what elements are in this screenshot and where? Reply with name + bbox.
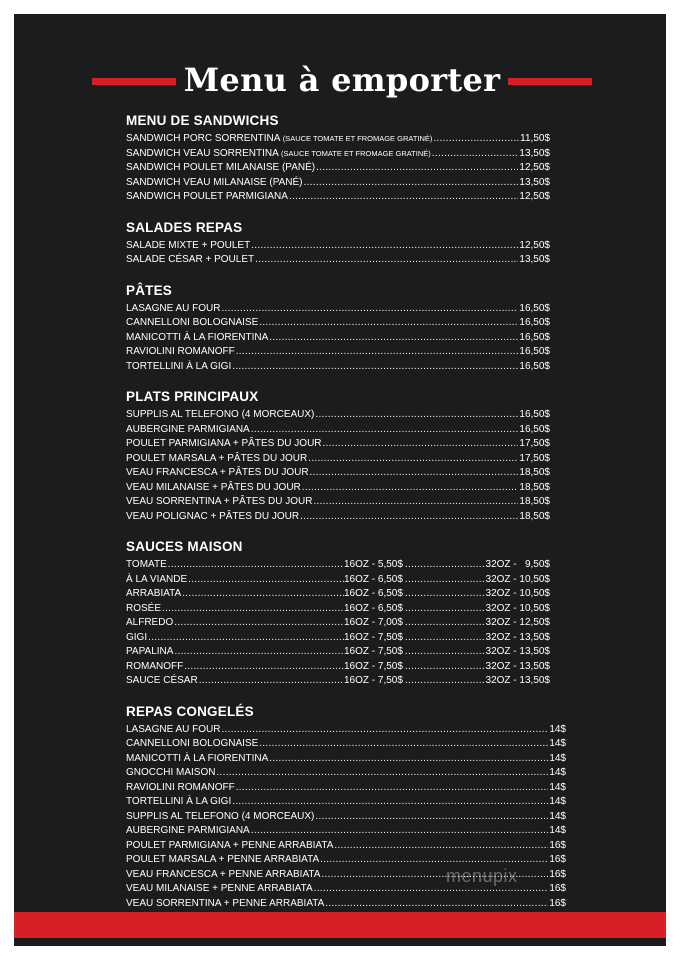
section-salades (126, 219, 550, 268)
item-name-text: VEAU SORRENTINA + PÂTES DU JOUR (126, 496, 313, 507)
sauce-item (126, 558, 550, 573)
dot-leader (405, 631, 484, 646)
item-name (126, 316, 258, 331)
item-name (126, 360, 231, 375)
menu-item (126, 147, 550, 162)
price-16oz: 16OZ - 6,50$ (344, 602, 403, 614)
dot-leader (199, 674, 344, 689)
item-name-text: LASAGNE AU FOUR (126, 723, 221, 735)
item-name: ALFREDO (126, 617, 174, 628)
dot-leader (182, 587, 344, 602)
dot-leader (259, 316, 518, 331)
dot-leader (232, 795, 548, 810)
item-price: 14$ (549, 781, 566, 793)
item-name (126, 723, 220, 738)
item-name (126, 510, 299, 525)
sauce-name-cell (126, 602, 344, 617)
item-price: 18,50$ (519, 481, 550, 493)
menu-item (126, 408, 550, 423)
section-sandwichs (126, 112, 550, 205)
item-name (126, 466, 309, 481)
item-name: TOMATE (126, 559, 167, 570)
menu-item (126, 824, 566, 839)
dot-leader (433, 132, 519, 147)
menu-item (126, 316, 550, 331)
menu-item (126, 161, 550, 176)
item-name-text: TORTELLINI À LA GIGI (126, 360, 232, 372)
menu-page (14, 14, 666, 946)
item-price: 16$ (549, 839, 566, 851)
item-name-text: RAVIOLINI ROMANOFF (126, 346, 235, 357)
item-price: 16,50$ (519, 317, 550, 328)
sauce-price-cell (344, 631, 550, 646)
section-heading: SALADES REPAS (126, 219, 243, 235)
item-name-text: GNOCCHI MAISON (126, 767, 216, 778)
item-price: 12,50$ (519, 162, 550, 173)
dot-leader (405, 660, 484, 675)
item-price: 16$ (549, 883, 566, 894)
menu-item (126, 795, 566, 810)
item-name (126, 853, 319, 868)
item-price: 18,50$ (519, 496, 550, 507)
section-heading: MENU DE SANDWICHS (126, 113, 279, 128)
price-16oz: 16OZ - 7,50$ (344, 646, 403, 657)
dot-leader (325, 897, 548, 912)
sauce-name-cell (126, 587, 344, 602)
menu-item (126, 481, 550, 496)
price-32oz: 32OZ - 10,50$ (485, 602, 550, 614)
sauce-price-cell (344, 660, 550, 675)
dot-leader (251, 824, 549, 839)
dot-leader (315, 810, 548, 825)
menu-item (126, 452, 550, 467)
item-name (126, 810, 314, 825)
menu-item (126, 190, 550, 205)
menu-item (126, 239, 550, 254)
section-heading: REPAS CONGELÉS (126, 703, 254, 719)
sauce-price-cell (344, 602, 550, 617)
item-price: 16$ (549, 868, 566, 880)
item-list (126, 302, 550, 375)
dot-leader (221, 302, 518, 317)
dot-leader (300, 510, 518, 525)
price-32oz: 32OZ - 13,50$ (485, 631, 550, 643)
item-name-text: POULET MARSALA + PENNE ARRABIATA (126, 854, 320, 865)
dot-leader (432, 147, 519, 162)
dot-leader (232, 360, 518, 375)
sauce-price-cell (344, 616, 550, 631)
watermark: menupix (446, 866, 518, 886)
item-price: 16,50$ (519, 302, 550, 314)
price-16oz: 16OZ - 5,50$ (344, 559, 403, 570)
item-name-text: VEAU SORRENTINA + PENNE ARRABIATA (126, 897, 325, 909)
item-price: 16,50$ (519, 409, 550, 420)
sauce-name-cell (126, 631, 344, 646)
item-name-text: VEAU MILANAISE + PÂTES DU JOUR (126, 481, 301, 493)
item-name (126, 239, 250, 254)
item-list (126, 408, 550, 524)
item-name (126, 190, 288, 205)
item-name (126, 176, 303, 191)
item-price: 11,50$ (520, 133, 550, 144)
price-32oz: 32OZ - 13,50$ (485, 660, 550, 672)
sauce-item (126, 573, 550, 588)
menu-item (126, 766, 566, 781)
item-name-text: CANNELLONI BOLOGNAISE (126, 317, 259, 328)
item-price: 14$ (549, 767, 566, 778)
item-name (126, 331, 268, 346)
item-name: ARRABIATA (126, 588, 182, 599)
item-name (126, 795, 231, 810)
item-list (126, 239, 550, 268)
sauce-item (126, 616, 550, 631)
item-price: 16$ (549, 854, 566, 865)
item-price: 16,50$ (519, 360, 550, 372)
item-list (126, 558, 550, 689)
dot-leader (148, 631, 344, 646)
item-price: 17,50$ (519, 438, 550, 449)
menu-item (126, 132, 550, 147)
section-heading: SAUCES MAISON (126, 539, 243, 554)
sauce-name-cell (126, 645, 344, 660)
item-name (126, 766, 215, 781)
item-name-text: SUPPLIS AL TELEFONO (4 MORCEAUX) (126, 409, 315, 420)
dot-leader (174, 645, 344, 660)
item-name (126, 345, 235, 360)
item-name (126, 839, 333, 854)
sauce-name-cell (126, 660, 344, 675)
dot-leader (216, 766, 548, 781)
item-name-text: SUPPLIS AL TELEFONO (4 MORCEAUX) (126, 810, 315, 822)
item-name-text: VEAU FRANCESCA + PENNE ARRABIATA (126, 868, 321, 880)
item-name-text: SANDWICH VEAU MILANAISE (PANÉ) (126, 176, 303, 188)
bottom-bar (14, 912, 666, 938)
price-16oz: 16OZ - 7,00$ (344, 617, 403, 628)
item-price: 16,50$ (519, 346, 550, 357)
dot-leader (310, 466, 519, 481)
item-name (126, 824, 250, 839)
item-price: 14$ (549, 723, 566, 735)
item-name-text: POULET MARSALA + PÂTES DU JOUR (126, 452, 308, 464)
item-name-text: MANICOTTI À LA FIORENTINA (126, 752, 269, 764)
menu-item (126, 810, 566, 825)
menu-item (126, 752, 566, 767)
item-name-text: POULET PARMIGIANA + PÂTES DU JOUR (126, 438, 322, 449)
item-name (126, 253, 254, 268)
item-name-text: MANICOTTI À LA FIORENTINA (126, 331, 269, 343)
item-name (126, 408, 314, 423)
dot-leader (236, 781, 549, 796)
menu-item (126, 737, 566, 752)
item-name (126, 868, 320, 883)
dot-leader (313, 495, 518, 510)
dot-leader (289, 190, 519, 205)
item-price: 13,50$ (519, 254, 550, 265)
sauce-item (126, 645, 550, 660)
title-row (14, 58, 666, 102)
menu-item (126, 253, 550, 268)
item-price: 12,50$ (519, 191, 550, 202)
dot-leader (269, 331, 518, 346)
item-price: 13,50$ (519, 176, 550, 188)
dot-leader (259, 737, 548, 752)
item-name-text: SANDWICH POULET MILANAISE (PANÉ) (126, 162, 316, 173)
item-name: À LA VIANDE (126, 573, 188, 585)
dot-leader (323, 437, 519, 452)
title-rule-left (92, 78, 176, 85)
dot-leader (315, 408, 518, 423)
menu-item (126, 466, 550, 481)
item-name-text: RAVIOLINI ROMANOFF (126, 781, 235, 793)
item-price: 14$ (549, 825, 566, 836)
dot-leader (255, 253, 518, 268)
item-name: SAUCE CÉSAR (126, 675, 198, 686)
item-name (126, 132, 432, 147)
sauce-price-cell (344, 645, 550, 660)
item-price: 13,50$ (519, 147, 550, 159)
sauce-item (126, 660, 550, 675)
dot-leader (269, 752, 548, 767)
item-price: 14$ (549, 738, 566, 749)
item-price: 16,50$ (519, 331, 550, 343)
dot-leader (405, 587, 484, 602)
item-name-text: SANDWICH VEAU SORRENTINA (126, 147, 279, 159)
section-sauces (126, 538, 550, 689)
menu-item (126, 302, 550, 317)
menu-item (126, 723, 566, 738)
menu-item (126, 423, 550, 438)
price-32oz: 32OZ - 10,50$ (485, 573, 550, 585)
item-name-text: AUBERGINE PARMIGIANA (126, 825, 250, 836)
price-32oz: 32OZ - 12,50$ (485, 617, 550, 628)
item-name-text: SALADE MIXTE + POULET (126, 239, 251, 251)
item-note: (SAUCE TOMATE ET FROMAGE GRATINÉ) (282, 134, 433, 143)
dot-leader (308, 452, 518, 467)
section-heading: PÂTES (126, 282, 173, 298)
item-name (126, 423, 250, 438)
item-name (126, 781, 235, 796)
dot-leader (236, 345, 519, 360)
item-price: 16,50$ (519, 423, 550, 435)
menu-item (126, 345, 550, 360)
item-price: 17,50$ (519, 452, 550, 464)
sauce-item (126, 602, 550, 617)
sauce-price-cell (344, 558, 550, 573)
item-name-text: VEAU MILANAISE + PENNE ARRABIATA (126, 883, 313, 894)
item-name-text: CANNELLONI BOLOGNAISE (126, 738, 259, 749)
sauce-name-cell (126, 616, 344, 631)
item-name (126, 437, 322, 452)
price-32oz: 32OZ - 13,50$ (485, 675, 550, 686)
item-price: 18,50$ (519, 510, 550, 522)
item-name: ROSÉE (126, 602, 162, 614)
dot-leader (251, 423, 519, 438)
price-16oz: 16OZ - 7,50$ (344, 675, 403, 686)
item-name: GIGI (126, 631, 148, 643)
section-heading: PLATS PRINCIPAUX (126, 389, 259, 404)
page-title: Menu à emporter (183, 61, 501, 99)
price-32oz: 32OZ - 10,50$ (485, 588, 550, 599)
dot-leader (221, 723, 548, 738)
item-name (126, 302, 220, 317)
item-name-text: SANDWICH POULET PARMIGIANA (126, 191, 288, 202)
price-32oz: 32OZ - 9,50$ (485, 559, 550, 570)
sauce-name-cell (126, 674, 344, 689)
dot-leader (162, 602, 344, 617)
menu-item (126, 360, 550, 375)
dot-leader (334, 839, 548, 854)
menu-item (126, 437, 550, 452)
section-plats (126, 388, 550, 524)
price-16oz: 16OZ - 7,50$ (344, 660, 403, 672)
sauce-item (126, 631, 550, 646)
sauce-name-cell (126, 573, 344, 588)
menu-item (126, 331, 550, 346)
item-name-text: SALADE CÉSAR + POULET (126, 254, 255, 265)
menu-item (126, 510, 550, 525)
item-price: 14$ (549, 796, 566, 807)
dot-leader (405, 573, 484, 588)
item-list (126, 132, 550, 205)
menu-item (126, 897, 566, 912)
item-name-text: VEAU POLIGNAC + PÂTES DU JOUR (126, 510, 300, 522)
dot-leader (316, 161, 518, 176)
dot-leader (168, 558, 344, 573)
dot-leader (405, 674, 484, 689)
item-name (126, 897, 324, 912)
sauce-price-cell (344, 674, 550, 689)
item-price: 16$ (549, 897, 566, 909)
menu-content (126, 98, 566, 926)
item-list (126, 723, 566, 926)
price-16oz: 16OZ - 6,50$ (344, 588, 403, 599)
dot-leader (174, 616, 344, 631)
menu-item (126, 781, 566, 796)
sauce-price-cell (344, 573, 550, 588)
item-name-text: AUBERGINE PARMIGIANA (126, 423, 250, 435)
sauce-price-cell (344, 587, 550, 602)
dot-leader (184, 660, 344, 675)
dot-leader (405, 645, 484, 660)
item-name (126, 752, 268, 767)
dot-leader (304, 176, 519, 191)
item-name: ROMANOFF (126, 660, 184, 672)
dot-leader (405, 602, 484, 617)
item-name (126, 147, 431, 162)
item-price: 12,50$ (519, 239, 550, 251)
item-name-text: TORTELLINI À LA GIGI (126, 796, 232, 807)
item-name-text: VEAU FRANCESCA + PÂTES DU JOUR (126, 467, 309, 478)
menu-item (126, 495, 550, 510)
item-name (126, 161, 315, 176)
item-name-text: POULET PARMIGIANA + PENNE ARRABIATA (126, 839, 334, 851)
sauce-name-cell (126, 558, 344, 573)
item-name (126, 481, 301, 496)
price-16oz: 16OZ - 6,50$ (344, 573, 403, 585)
item-name (126, 882, 313, 897)
sauce-item (126, 587, 550, 602)
item-name (126, 452, 307, 467)
item-price: 14$ (549, 752, 566, 764)
dot-leader (251, 239, 518, 254)
dot-leader (302, 481, 519, 496)
title-rule-right (508, 78, 592, 85)
item-name-text: SANDWICH PORC SORRENTINA (126, 133, 280, 144)
item-price: 18,50$ (519, 467, 550, 478)
item-price: 14$ (549, 810, 566, 822)
sauce-item (126, 674, 550, 689)
section-pates (126, 282, 550, 375)
item-name: PAPALINA (126, 646, 174, 657)
dot-leader (405, 558, 484, 573)
dot-leader (188, 573, 344, 588)
menu-item (126, 839, 566, 854)
section-congeles (126, 703, 566, 926)
price-32oz: 32OZ - 13,50$ (485, 646, 550, 657)
price-16oz: 16OZ - 7,50$ (344, 631, 403, 643)
menu-item (126, 176, 550, 191)
item-name (126, 495, 312, 510)
item-note: (SAUCE TOMATE ET FROMAGE GRATINÉ) (281, 148, 431, 158)
item-name-text: LASAGNE AU FOUR (126, 302, 221, 314)
item-name (126, 737, 258, 752)
dot-leader (405, 616, 484, 631)
